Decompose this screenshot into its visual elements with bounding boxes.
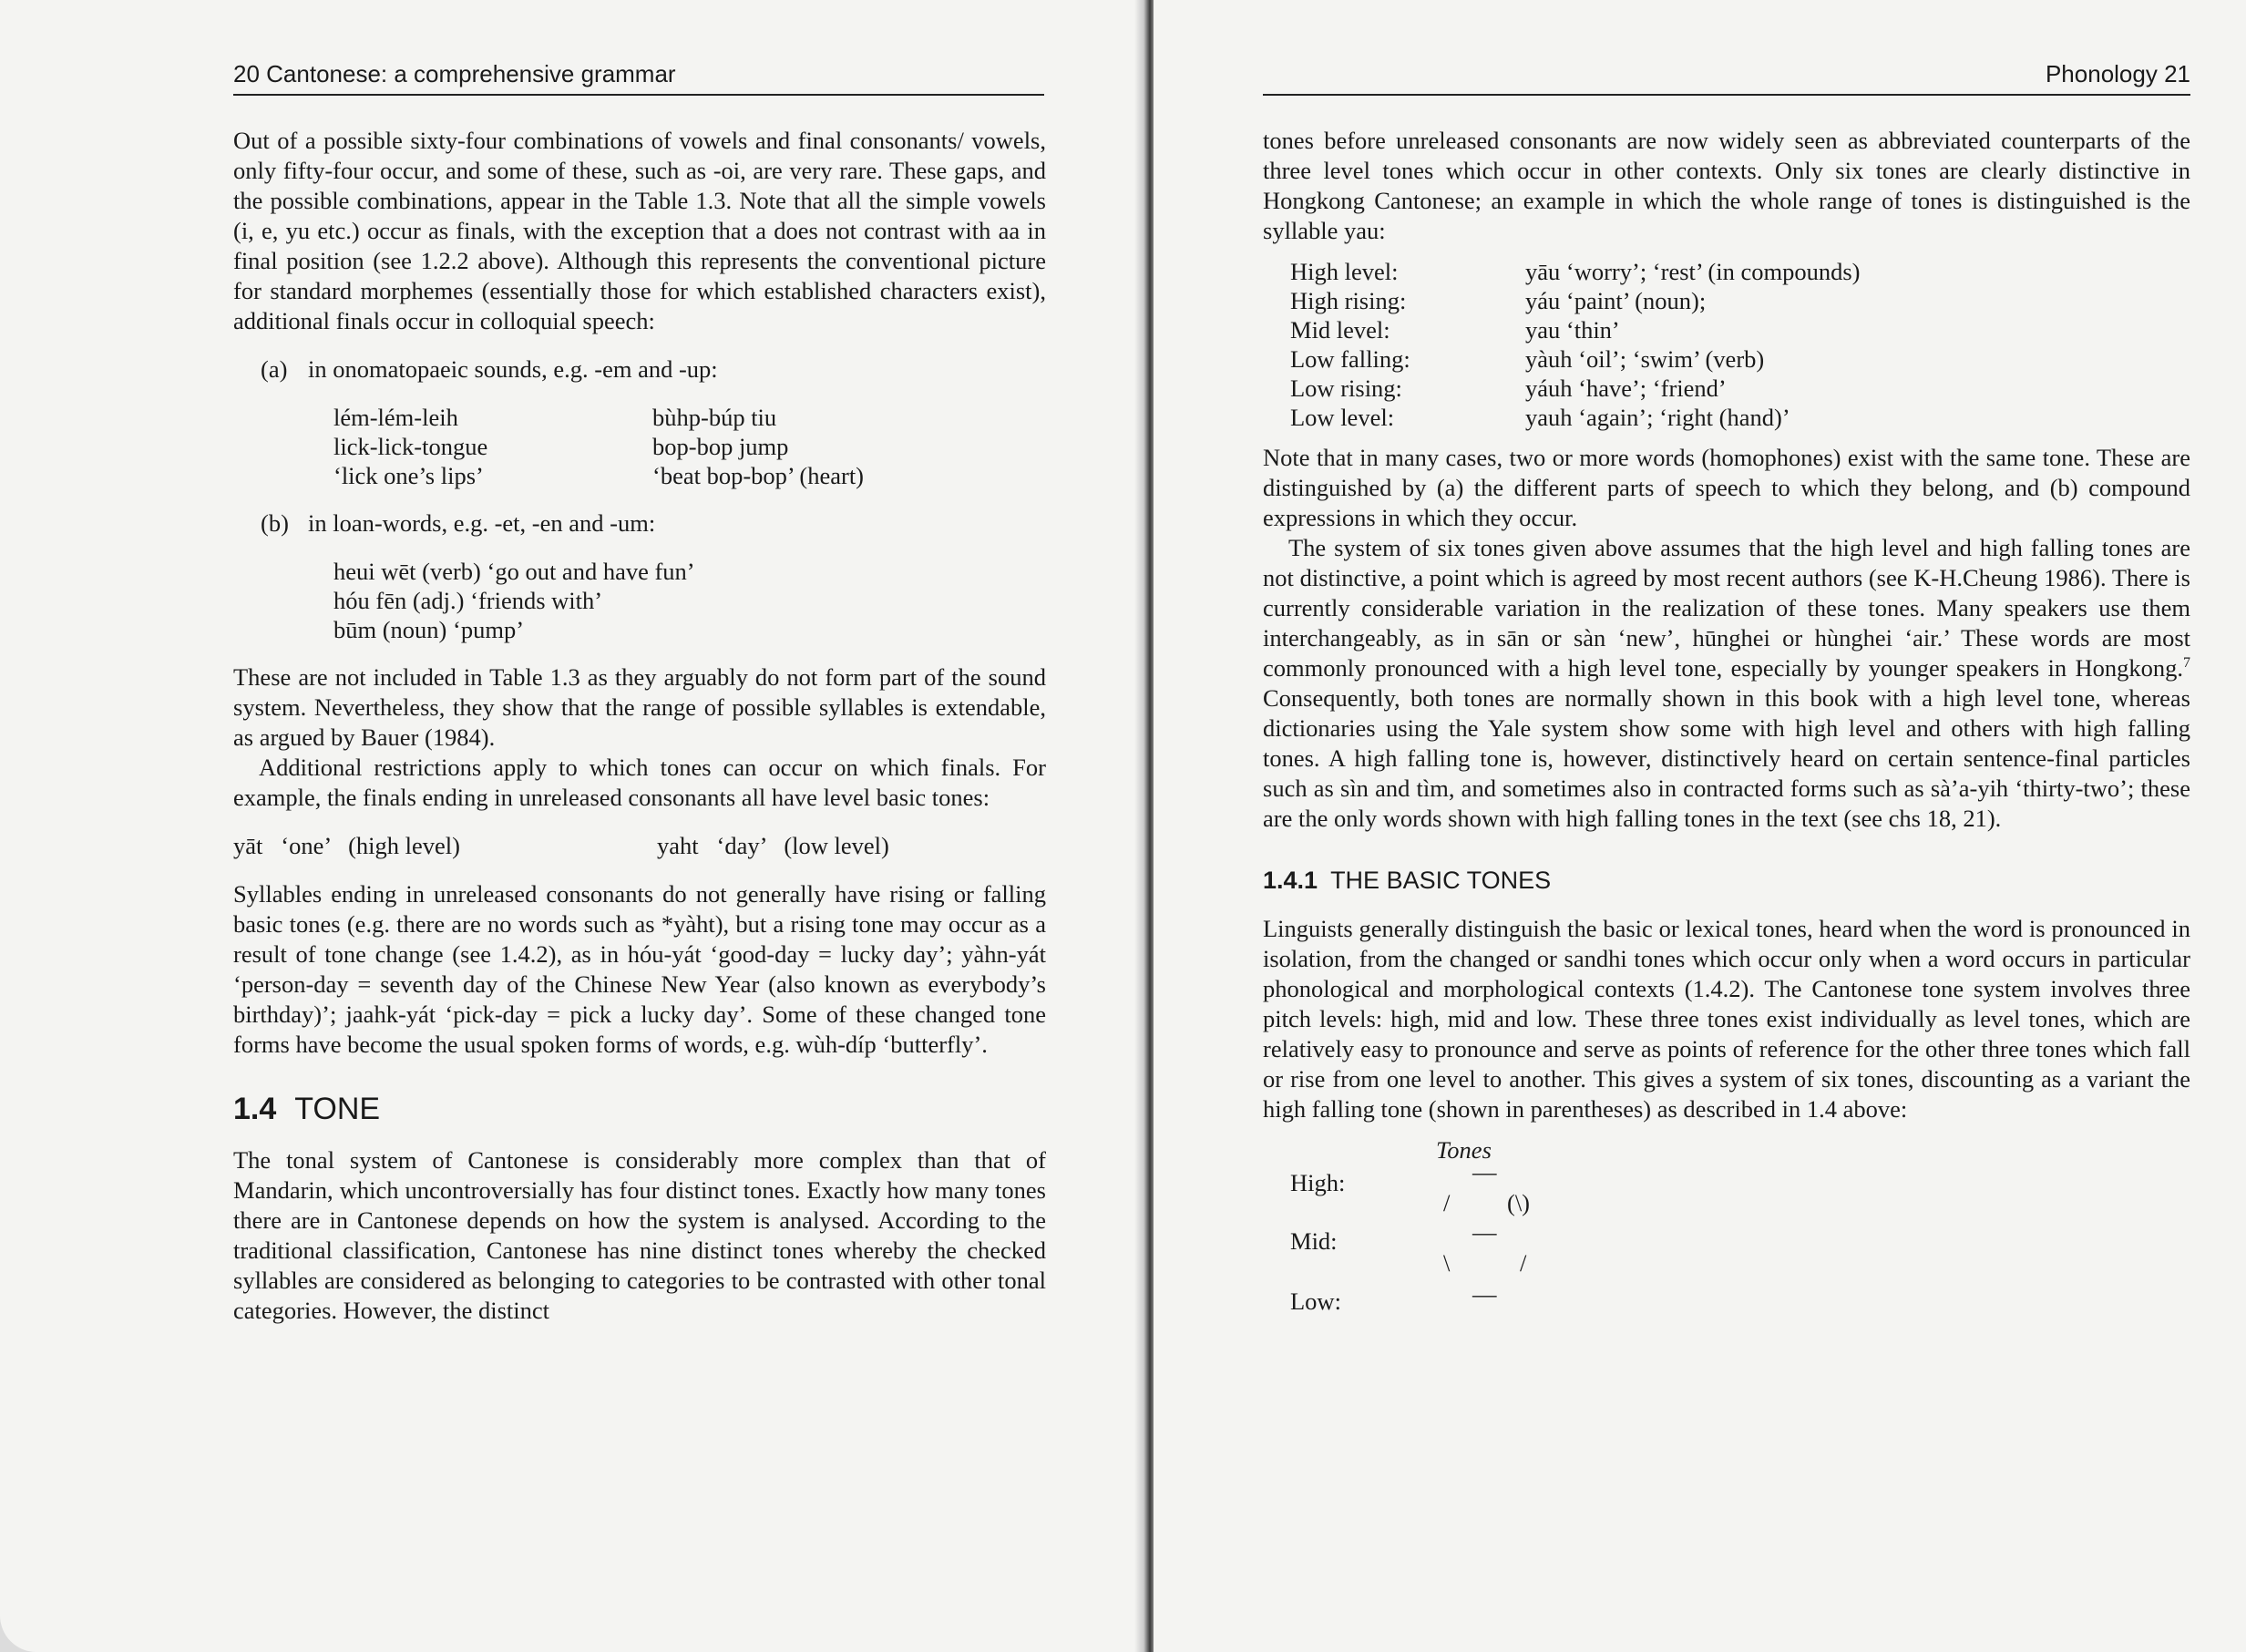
tone-name: Low level:	[1290, 404, 1395, 431]
paragraph: Out of a possible sixty-four combinations of vowels and final consonants/ vowels, only fifty-four occur, and some of these, such as -oi, are very rare. These gaps, and the possible combinations, appear in the Table 1.3. Note that all the simple vowels (i, e, yu etc.) occur as finals, with the exception that a does not contrast with aa in final position (see 1.2.2 above). Although this represents the conventional picture for standard morphemes (essentially those for which established characters exist), additional finals occur in colloquial speech:	[233, 127, 1046, 334]
example-cell: bop-bop jump	[652, 433, 789, 460]
level-label-mid: Mid:	[1290, 1227, 1338, 1255]
example-cell: bùhp-búp tiu	[652, 404, 777, 431]
low-falling-mark: \	[1443, 1249, 1451, 1277]
loanword-examples	[333, 557, 1046, 644]
example-cell: yaht ‘day’ (low level)	[657, 832, 889, 859]
tone-diagram	[1290, 1135, 2190, 1315]
paragraph-text: The system of six tones given above assumes that the high level and high falling tones are not distinctive, a point which is agreed by most recent authors (see K-H.Cheung 1986). There is currently considerable variation in the realization of these tones. Many speakers use them interchangeably, as in sān or sàn ‘new’, hūnghei or hùnghei ‘air.’ These words are most commonly pronounced with a high level tone, especially by younger speakers in Hongkong.	[1263, 534, 2190, 682]
list-item-b	[261, 508, 1046, 539]
low-rising-mark: /	[1520, 1249, 1527, 1277]
paragraph: Syllables ending in unreleased consonants do not generally have rising or falling basic tones (e.g. there are no words such as *yàht), but a rising tone may occur as a result of tone change (see 1.4.2), as in hóu-yát ‘good-day = lucky day’; yàhn-yát ‘person-day = seventh day of the Chinese New Year (also known as everybody’s birthday)’; jaahk-yát ‘pick-day = pick a lucky day’. Some of these changed tone forms have become the usual spoken forms of words, e.g. wùh-díp ‘butterfly’.	[233, 880, 1046, 1058]
subsection-title: THE BASIC TONES	[1330, 867, 1552, 894]
tone-name: High level:	[1290, 258, 1399, 285]
subsection-heading	[1263, 865, 2190, 896]
onomatopoeia-examples	[333, 403, 1046, 490]
tone-name: Mid level:	[1290, 316, 1390, 344]
tone-name: Low falling:	[1290, 345, 1410, 373]
item-text: in loan-words, e.g. -et, -en and -um:	[308, 509, 656, 537]
left-column	[233, 126, 1046, 1326]
low-level-mark: —	[1472, 1280, 1497, 1308]
running-head-right: Phonology 21	[1263, 60, 2190, 96]
paragraph: These are not included in Table 1.3 as they arguably do not form part of the sound system. Nevertheless, they show that the range of possible syllables is extendable, as argued by Bauer (1984).	[233, 663, 1046, 751]
tone-example: yauh ‘again’; ‘right (hand)’	[1525, 404, 1790, 431]
right-column	[1263, 126, 2190, 1315]
paragraph: Note that in many cases, two or more words (homophones) exist with the same tone. These are distinguished by (a) the different parts of speech to which they belong, and (b) compound expressions in which they occur.	[1263, 444, 2190, 531]
tone-name: Low rising:	[1290, 375, 1402, 402]
tone-example: yāu ‘worry’; ‘rest’ (in compounds)	[1525, 258, 1861, 285]
tone-example: yáu ‘paint’ (noun);	[1525, 287, 1707, 314]
running-head-left: 20 Cantonese: a comprehensive grammar	[233, 60, 1044, 96]
subsection-number: 1.4.1	[1263, 867, 1318, 894]
paragraph-text: Consequently, both tones are normally shown in this book with a high level tone, whereas dictionaries using the Yale system show some with high level and others with high falling tones. A high falling tone is, however, distinctively heard on certain sentence-final particles such as sìn and tìm, and sometimes also in contracted forms such as sà’a-yih ‘thirty-two’; these are the only words shown with high falling tones in the text (see chs 18, 21).	[1263, 684, 2190, 832]
example-cell: lick-lick-tongue	[333, 433, 488, 460]
example-line: heui wēt (verb) ‘go out and have fun’	[333, 558, 695, 585]
item-text: in onomatopaeic sounds, e.g. -em and -up:	[308, 355, 718, 383]
high-falling-mark: (\)	[1507, 1189, 1531, 1216]
section-heading	[233, 1091, 1046, 1127]
item-label: (b)	[261, 509, 289, 537]
footnote-marker: 7	[2183, 655, 2190, 672]
paragraph: Additional restrictions apply to which tones can occur on which finals. For example, the finals ending in unreleased consonants all have level basic tones:	[233, 754, 1046, 811]
tone-example-line	[233, 831, 1046, 861]
paragraph: tones before unreleased consonants are now widely seen as abbreviated counterparts of the three level tones which occur in other contexts. Only six tones are clearly distinctive in Hongkong Cantonese; an example in which the whole range of tones is distinguished is the syllable yau:	[1263, 127, 2190, 244]
section-number: 1.4	[233, 1092, 277, 1126]
example-line: hóu fēn (adj.) ‘friends with’	[333, 587, 603, 614]
paragraph	[1263, 533, 2190, 834]
high-level-mark: —	[1472, 1158, 1497, 1185]
tone-name: High rising:	[1290, 287, 1407, 314]
example-cell: ‘beat bop-bop’ (heart)	[652, 462, 865, 489]
level-label-low: Low:	[1290, 1288, 1341, 1315]
paragraph: The tonal system of Cantonese is considerably more complex than that of Mandarin, which uncontroversially has four distinct tones. Exactly how many tones there are in Cantonese depends on how the system is analysed. According to the traditional classification, Cantonese has nine distinct tones whereby the checked syllables are considered as belonging to categories to be contrasted with other tonal categories. However, the distinct	[233, 1146, 1046, 1324]
tone-table	[1290, 257, 2190, 432]
paragraph: Linguists generally distinguish the basic or lexical tones, heard when the word is pronounced in isolation, from the changed or sandhi tones which occur only when a word occurs in particular phonological and morphological contexts (1.4.2). The Cantonese tone system involves three pitch levels: high, mid and low. These three tones exist individually as level tones, which are relatively easy to pronounce and serve as points of reference for the other three tones which fall or rise from one level to another. This gives a system of six tones, discounting as a variant the high falling tone (shown in parentheses) as described in 1.4 above:	[1263, 915, 2190, 1123]
example-cell: yāt ‘one’ (high level)	[233, 832, 460, 859]
list-item-a	[261, 354, 1046, 385]
tone-example: yau ‘thin’	[1525, 316, 1620, 344]
mid-level-mark: —	[1472, 1218, 1497, 1246]
diagram-title: Tones	[1436, 1136, 1492, 1164]
level-label-high: High:	[1290, 1169, 1346, 1196]
tone-example: yáuh ‘have’; ‘friend’	[1525, 375, 1727, 402]
tone-example: yàuh ‘oil’; ‘swim’ (verb)	[1525, 345, 1765, 373]
example-cell: lém-lém-leih	[333, 404, 458, 431]
section-title: TONE	[294, 1092, 381, 1126]
right-page	[1154, 0, 2246, 1652]
high-rising-mark: /	[1443, 1189, 1451, 1216]
item-label: (a)	[261, 355, 288, 383]
example-cell: ‘lick one’s lips’	[333, 462, 484, 489]
example-line: būm (noun) ‘pump’	[333, 616, 525, 643]
